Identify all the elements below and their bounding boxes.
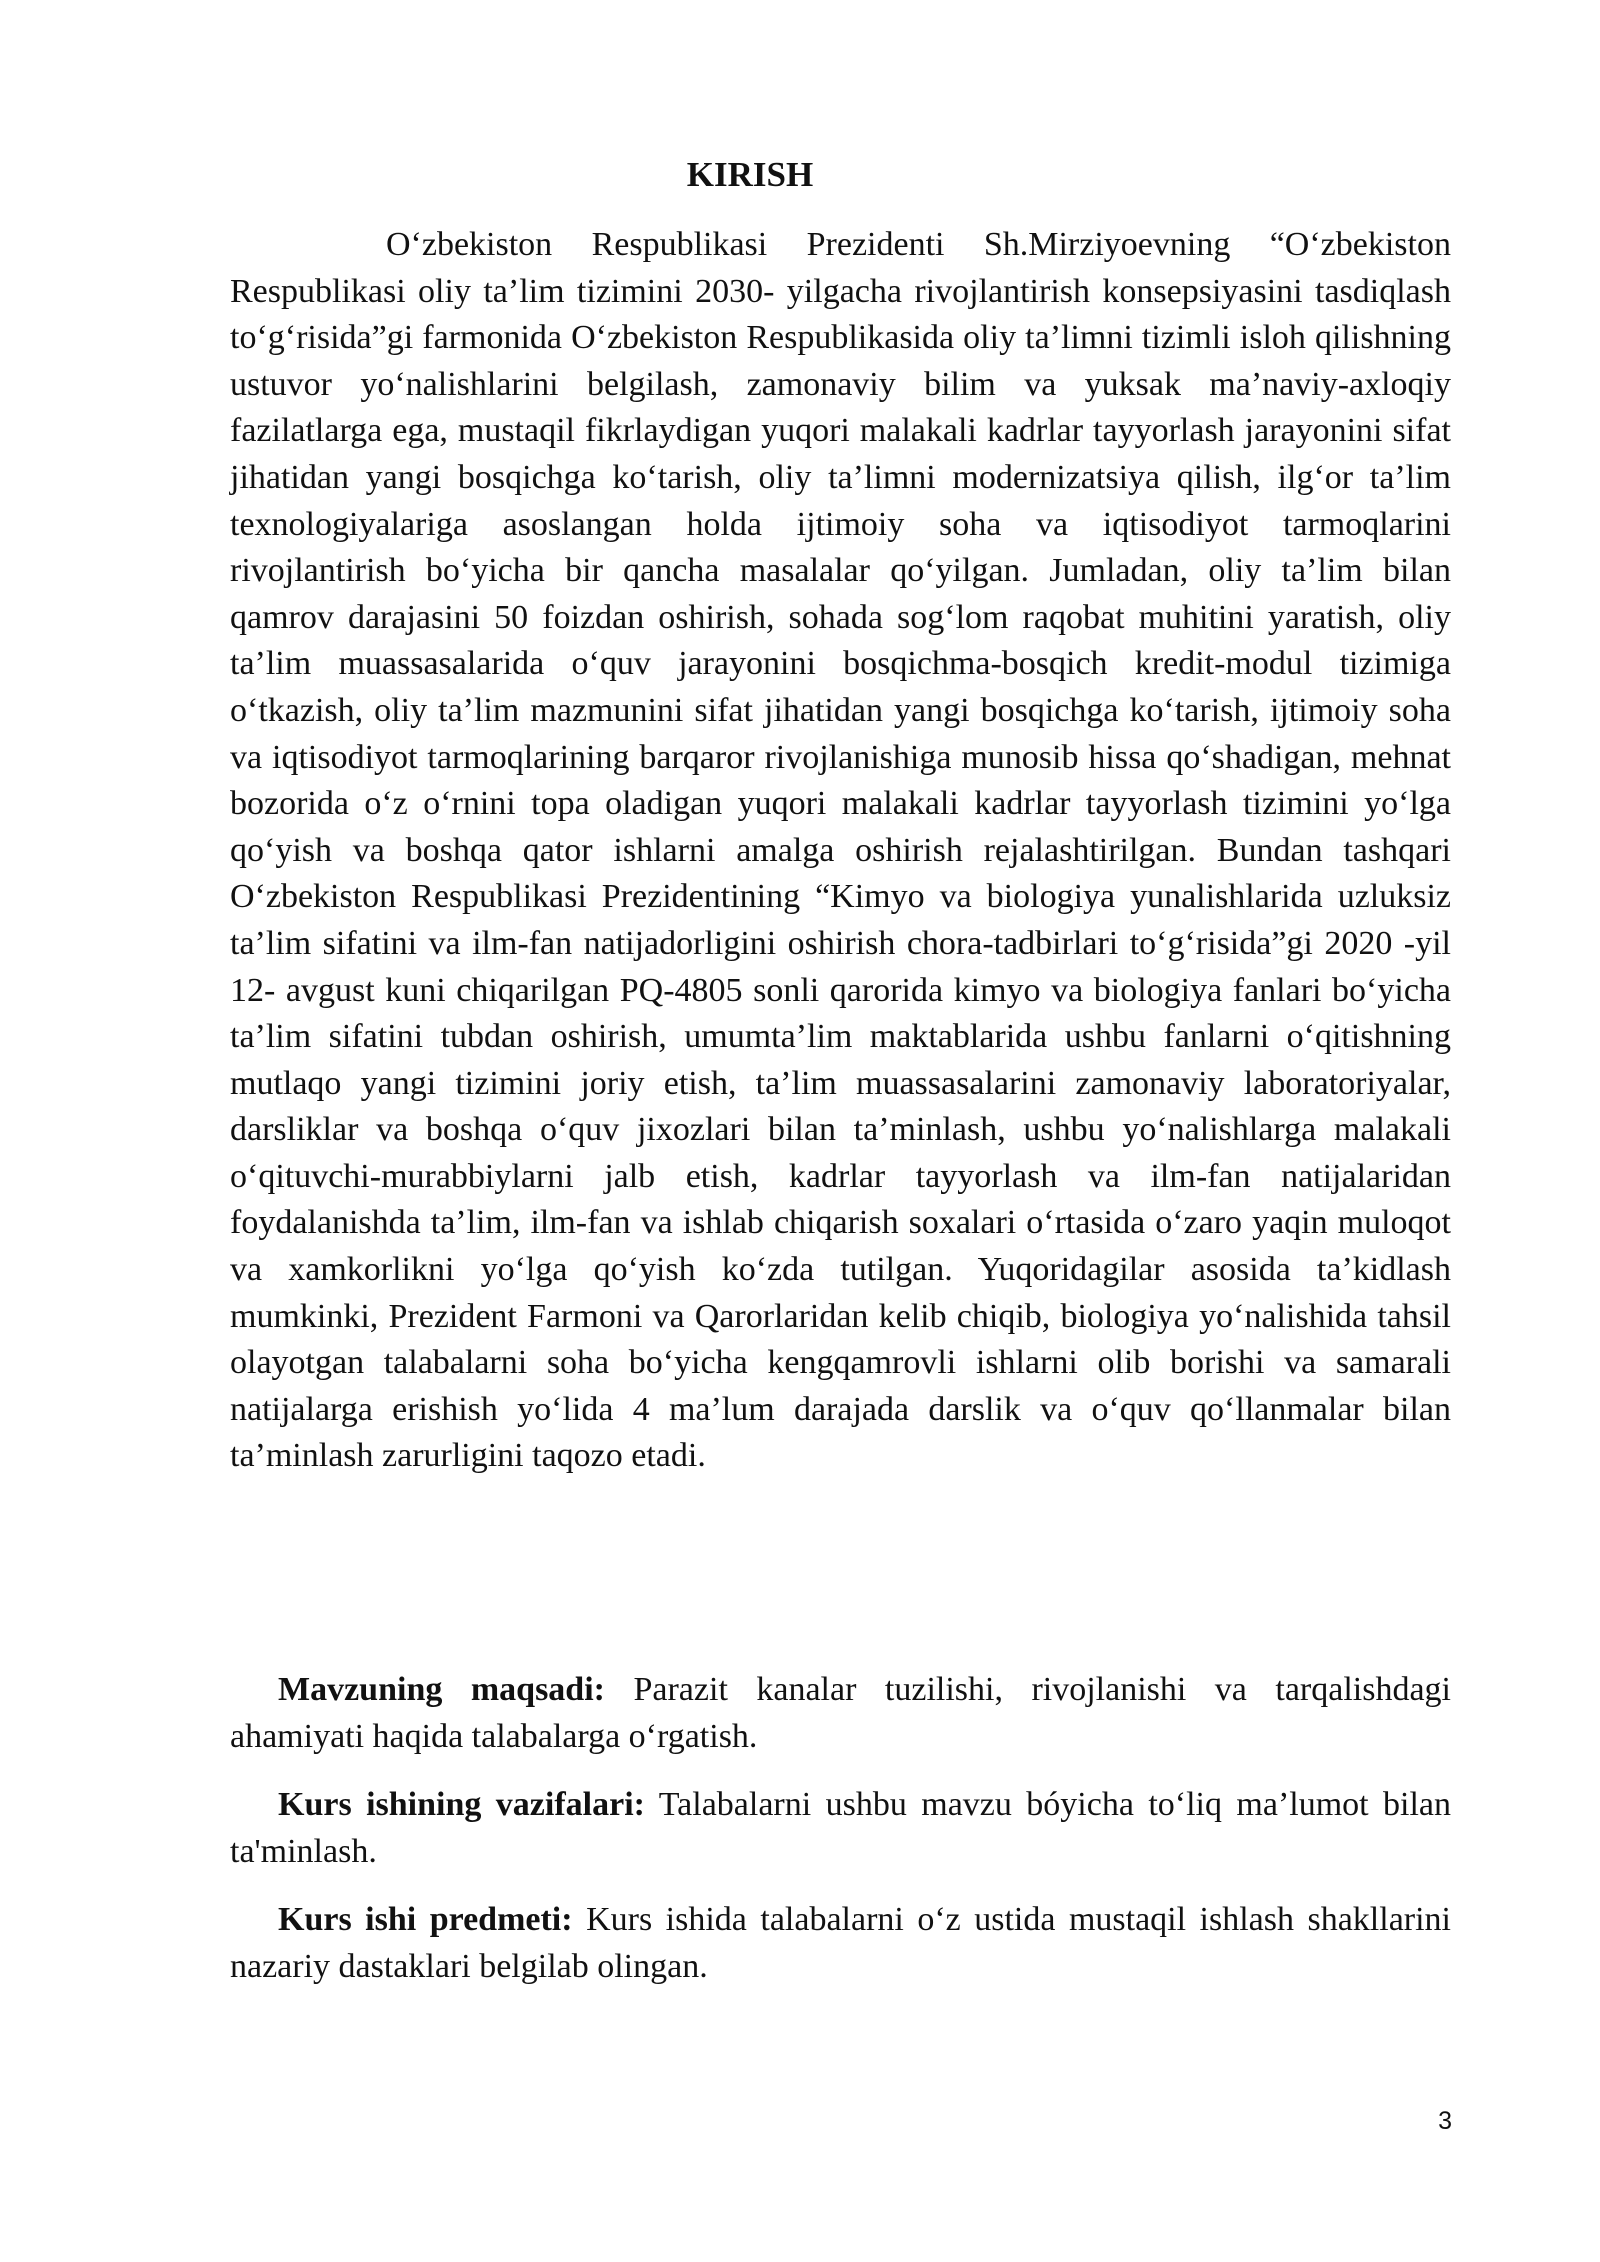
section-goal-text: Parazit kanalar tuzilishi, rivojlanishi va tarqalishdagi ahamiyati haqida talabalarga o‘rgatish. (230, 1671, 1452, 1755)
section-goal-label: Mavzuning maqsadi: (278, 1671, 605, 1708)
section-tasks-text: Talabalarni ushbu mavzu bóyicha to‘liq ma’lumot bilan ta'minlash. (230, 1786, 1451, 1870)
section-subject (230, 1897, 1451, 1990)
intro-paragraph: O‘zbekiston Respublikasi Prezidenti Sh.Mirziyoevning “O‘zbekiston Respublikasi oliy ta’lim tizimini 2030- yilgacha rivojlantirish konsepsiyasini tasdiqlash to‘g‘risida”gi farmonida O‘zbekiston Respublikasida oliy ta’limni tizimli isloh qilishning ustuvor yo‘nalishlarini belgilash, zamonaviy bilim va yuksak ma’naviy-axloqiy fazilatlarga ega, mustaqil fikrlaydigan yuqori malakali kadrlar tayyorlash jarayonini sifat jihatidan yangi bosqichga ko‘tarish, oliy ta’limni modernizatsiya qilish, ilg‘or ta’lim texnologiyalariga asoslangan holda ijtimoiy soha va iqtisodiyot tarmoqlarini rivojlantirish bo‘yicha bir qancha masalalar qo‘yilgan. Jumladan, oliy ta’lim bilan qamrov darajasini 50 foizdan oshirish, sohada sog‘lom raqobat muhitini yaratish, oliy ta’lim muassasalarida o‘quv jarayonini bosqichma-bosqich kredit-modul tizimiga o‘tkazish, oliy ta’lim mazmunini sifat jihatidan yangi bosqichga ko‘tarish, ijtimoiy soha va iqtisodiyot tarmoqlarining barqaror rivojlanishiga munosib hissa qo‘shadigan, mehnat bozorida o‘z o‘rnini topa oladigan yuqori malakali kadrlar tayyorlash tizimini yo‘lga qo‘yish va boshqa qator ishlarni amalga oshirish rejalashtirilgan. Bundan tashqari O‘zbekiston Respublikasi Prezidentining “Kimyo va biologiya yunalishlarida uzluksiz ta’lim sifatini va ilm-fan natijadorligini oshirish chora-tadbirlari to‘g‘risida”gi 2020 -yil 12- avgust kuni chiqarilgan PQ-4805 sonli qarorida kimyo va biologiya fanlari bo‘yicha ta’lim sifatini tubdan oshirish, umumta’lim maktablarida ushbu fanlarni o‘qitishning mutlaqo yangi tizimini joriy etish, ta’lim muassasalarini zamonaviy laboratoriyalar, darsliklar va boshqa o‘quv jixozlari bilan ta’minlash, ushbu yo‘nalishlarga malakali o‘qituvchi-murabbiylarni jalb etish, kadrlar tayyorlash va ilm-fan natijalaridan foydalanishda ta’lim, ilm-fan va ishlab chiqarish soxalari o‘rtasida o‘zaro yaqin muloqot va xamkorlikni yo‘lga qo‘yish ko‘zda tutilgan. Yuqoridagilar asosida ta’kidlash mumkinki, Prezident Farmoni va Qarorlaridan kelib chiqib, biologiya yo‘nalishida tahsil olayotgan talabalarni soha bo‘yicha kengqamrovli ishlarni olib borishi va samarali natijalarga erishish yo‘lida 4 ma’lum darajada darslik va o‘quv qo‘llanmalar bilan ta’minlash zarurligini taqozo etadi. (230, 226, 1451, 1475)
section-subject-label: Kurs ishi predmeti: (278, 1901, 573, 1938)
page-title: KIRISH (686, 155, 814, 194)
section-tasks (230, 1782, 1451, 1875)
section-subject-text: Kurs ishida talabalarni o‘z ustida mustaqil ishlash shakllarini nazariy dastaklari belgilab olingan. (230, 1901, 1452, 1985)
section-goal (230, 1667, 1451, 1760)
section-tasks-label: Kurs ishining vazifalari: (278, 1786, 645, 1823)
page-number: 3 (1438, 2107, 1452, 2135)
